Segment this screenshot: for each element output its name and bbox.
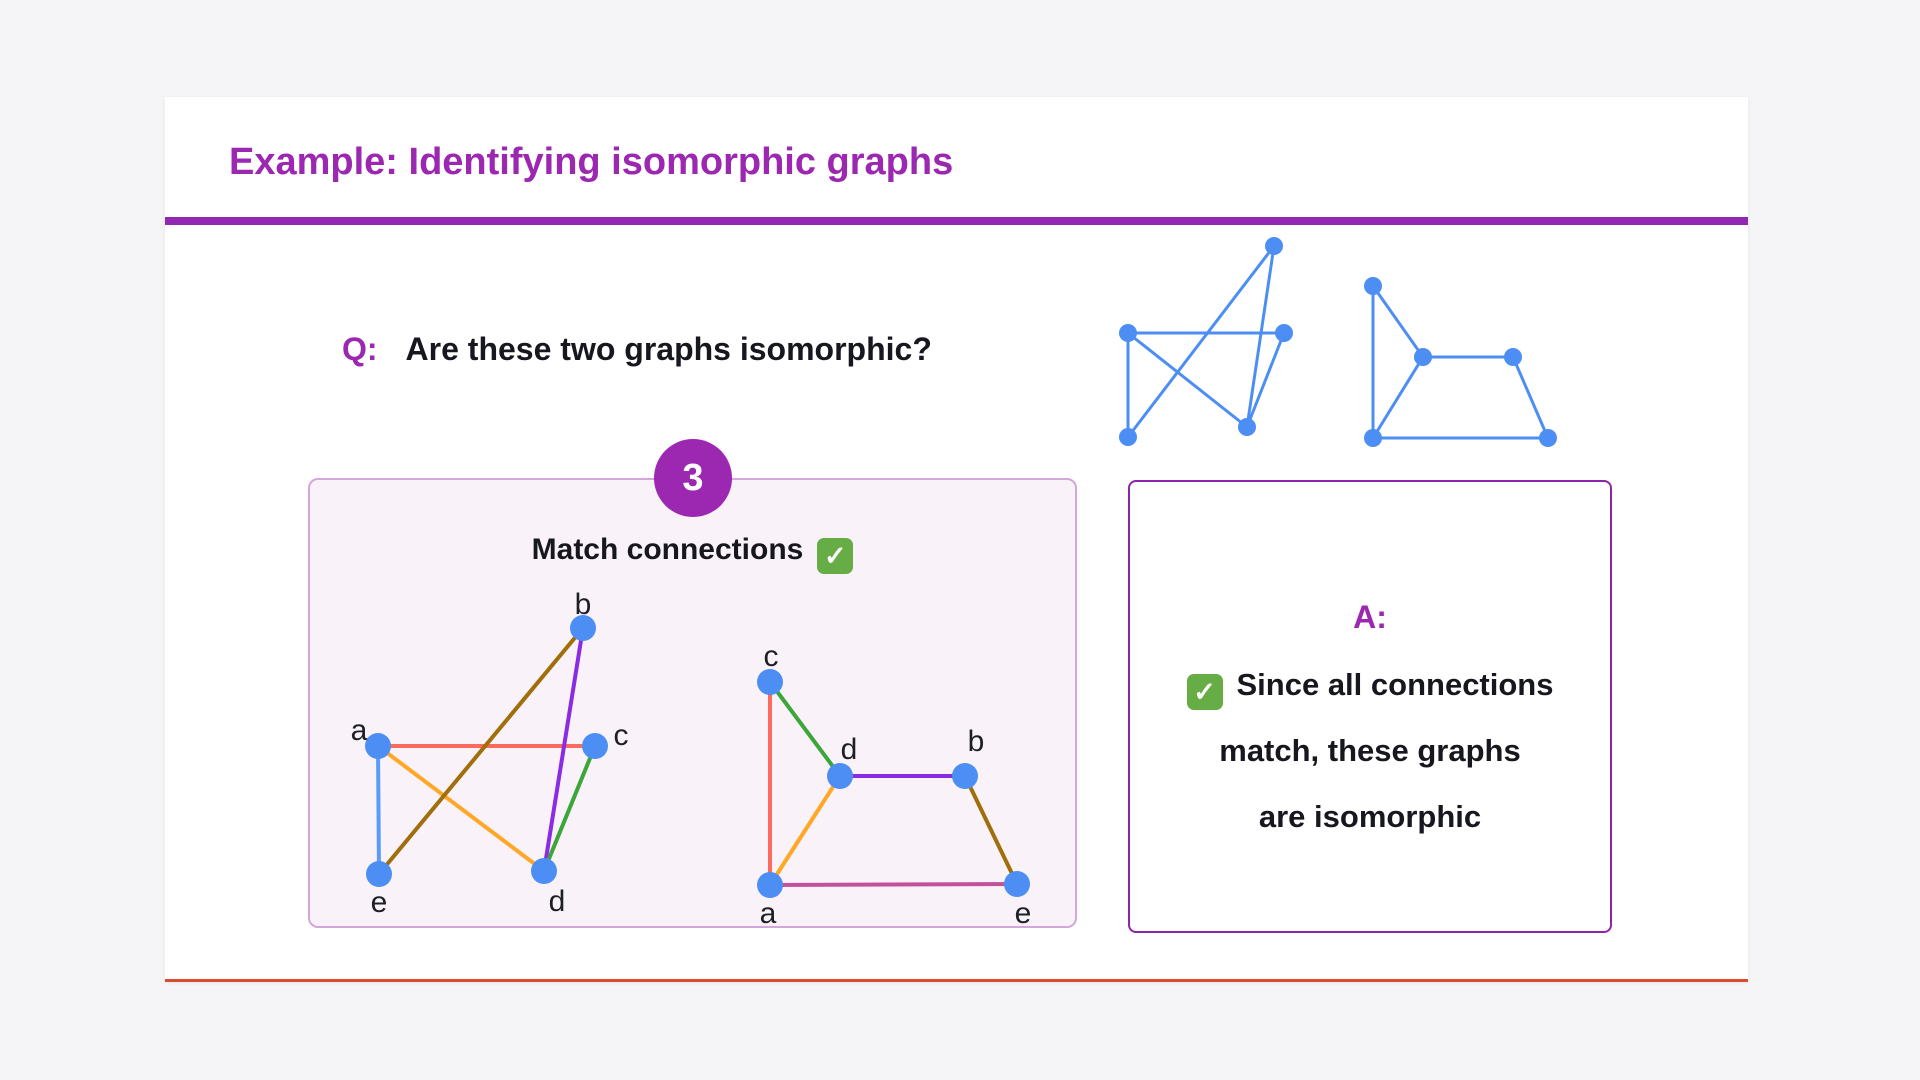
node-e <box>366 861 392 887</box>
node-e <box>1119 428 1137 446</box>
page-title: Example: Identifying isomorphic graphs <box>229 141 954 183</box>
node-d <box>1238 418 1256 436</box>
node-d <box>531 858 557 884</box>
step-heading <box>308 533 1077 574</box>
answer-line-3: are isomorphic <box>1258 799 1482 834</box>
step-graph-right <box>745 640 1065 940</box>
edge-c-d <box>544 746 595 871</box>
edge-d-a <box>770 776 840 885</box>
edge-a-e <box>378 746 379 874</box>
edge-b-e <box>1513 357 1548 438</box>
edge-b-e <box>379 628 583 874</box>
node-c <box>582 733 608 759</box>
edge-b-d <box>1247 246 1274 427</box>
node-label-d: d <box>840 733 858 766</box>
question-label: Q: <box>342 331 378 367</box>
answer-line-1-text: Since all connections <box>1236 667 1554 702</box>
node-a <box>1364 429 1382 447</box>
edge-d-a <box>1373 357 1423 438</box>
edge-c-d <box>770 682 840 776</box>
node-label-c: c <box>763 640 779 673</box>
node-label-a: a <box>350 714 368 747</box>
edge-b-d <box>544 628 583 871</box>
node-c <box>1275 324 1293 342</box>
edge-a-d <box>378 746 544 871</box>
node-b <box>1265 237 1283 255</box>
node-e <box>1539 429 1557 447</box>
node-a <box>1119 324 1137 342</box>
node-label-e: e <box>370 886 388 919</box>
node-d <box>827 763 853 789</box>
node-c <box>1364 277 1382 295</box>
node-b <box>1504 348 1522 366</box>
node-label-e: e <box>1014 897 1032 930</box>
node-label-c: c <box>613 719 629 752</box>
check-icon: ✓ <box>817 538 853 574</box>
answer-line-1 <box>1130 652 1610 718</box>
check-icon: ✓ <box>1187 674 1223 710</box>
answer-line-2: match, these graphs <box>1219 733 1521 768</box>
question-text: Are these two graphs isomorphic? <box>405 331 932 367</box>
node-label-b: b <box>967 725 985 758</box>
step-graph-left <box>340 580 660 925</box>
step-number-badge: 3 <box>654 439 732 517</box>
answer-label: A: <box>1353 599 1387 635</box>
node-b <box>952 763 978 789</box>
node-d <box>1414 348 1432 366</box>
node-e <box>1004 871 1030 897</box>
edge-a-e <box>770 884 1017 885</box>
step-heading-text: Match connections <box>531 533 804 566</box>
answer-text <box>1130 652 1610 850</box>
question-graph-left <box>1106 224 1306 459</box>
node-label-a: a <box>759 897 777 930</box>
node-label-d: d <box>548 885 566 918</box>
node-a <box>365 733 391 759</box>
node-label-b: b <box>574 588 592 621</box>
edge-c-d <box>1373 286 1423 357</box>
node-a <box>757 872 783 898</box>
answer-box <box>1128 480 1612 933</box>
question-graph-right <box>1351 264 1571 464</box>
edge-b-e <box>965 776 1017 884</box>
edge-b-e <box>1128 246 1274 437</box>
title-divider <box>165 217 1748 225</box>
question-row <box>342 331 932 368</box>
